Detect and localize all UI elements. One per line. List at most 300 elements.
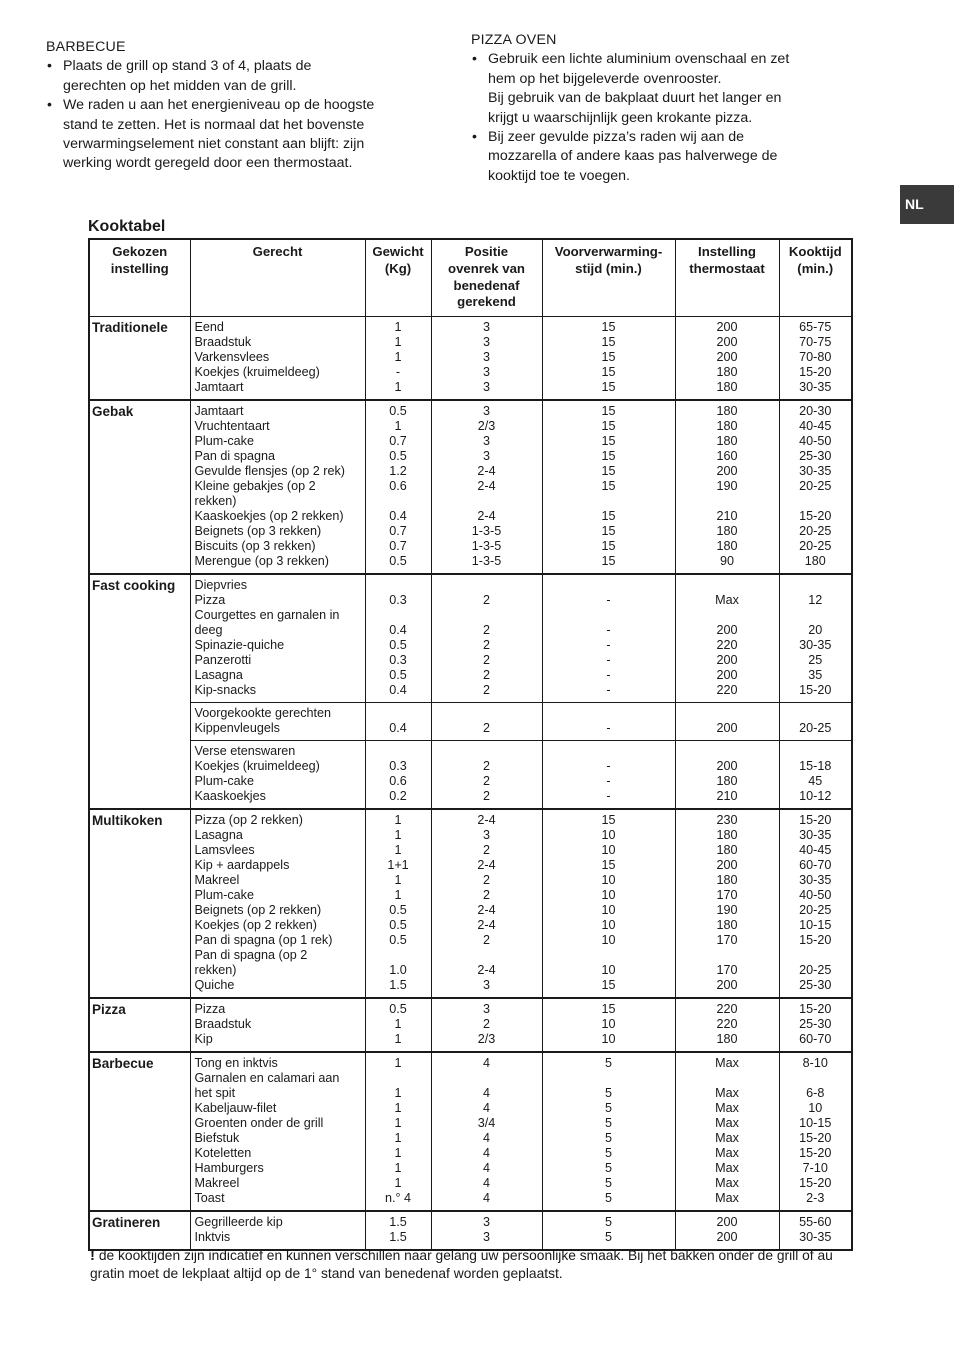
rack-position-value: 2: [482, 638, 490, 652]
dish-value: Lamsvlees: [194, 843, 255, 857]
preheat-time-value: 10: [601, 873, 616, 887]
preheat-time-value: [545, 1071, 673, 1086]
dish-value: Kip: [194, 1032, 213, 1046]
thermostat-value: [678, 744, 777, 759]
weight-cell: [365, 574, 431, 703]
warning-icon: !: [90, 1247, 95, 1264]
cooking-table: [88, 238, 853, 1251]
rack-position-value: 2: [482, 933, 490, 947]
weight-value: 1.2: [389, 464, 407, 478]
dish-value: Koekjes (kruimeldeeg): [194, 759, 320, 773]
table-row: [89, 741, 852, 810]
rack-position-value: 2: [482, 668, 490, 682]
dish-cell: [190, 574, 365, 703]
preheat-time-value: 5: [604, 1161, 612, 1175]
dish-value: Beignets (op 3 rekken): [194, 524, 322, 538]
rack-position-value: 2: [482, 759, 490, 773]
weight-value: 1+1: [387, 858, 409, 872]
weight-value: 1: [394, 1116, 402, 1130]
dish-value: Garnalen en calamari aan: [194, 1071, 340, 1085]
dish-value: Kip-snacks: [194, 683, 257, 697]
dish-value: Gevulde flensjes (op 2 rek): [194, 464, 345, 478]
preheat-time-cell: [542, 1052, 675, 1211]
thermostat-cell: [675, 741, 779, 810]
dish-value: Pan di spagna (op 1 rek): [194, 933, 333, 947]
table-row: [89, 998, 852, 1052]
thermostat-cell: [675, 998, 779, 1052]
rack-position-value: 3: [482, 828, 490, 842]
weight-value: 0.5: [389, 918, 407, 932]
rack-position-value: 1-3-5: [471, 539, 502, 553]
bullet-line: Bij gebruik van de bakplaat duurt het langer en: [488, 90, 782, 107]
dish-cell: [190, 1052, 365, 1211]
setting-category: Multikoken: [89, 809, 190, 998]
cooking-time-cell: [779, 574, 852, 703]
rack-position-cell: [431, 741, 542, 810]
preheat-time-value: 15: [601, 524, 616, 538]
rack-position-cell: [431, 1052, 542, 1211]
rack-position-value: 1-3-5: [471, 554, 502, 568]
preheat-time-value: 10: [601, 888, 616, 902]
rack-position-value: 2: [482, 774, 490, 788]
rack-position-value: 3: [482, 335, 490, 349]
cooking-time-value: 70-80: [799, 350, 832, 364]
rack-position-cell: [431, 998, 542, 1052]
dish-value: Toast: [194, 1191, 225, 1205]
rack-position-value: [434, 706, 540, 721]
rack-position-value: 2: [482, 873, 490, 887]
dish-value: Hamburgers: [194, 1161, 264, 1175]
cooking-time-value: 15-18: [799, 759, 832, 773]
preheat-time-cell: [542, 703, 675, 741]
column-header-line: (Kg): [384, 260, 412, 276]
thermostat-value: 220: [716, 638, 738, 652]
preheat-time-value: 15: [601, 320, 616, 334]
rack-position-value: 2: [482, 653, 490, 667]
weight-value: 1: [394, 843, 402, 857]
thermostat-value: 210: [716, 789, 738, 803]
weight-value: [368, 578, 429, 593]
dish-value: Lasagna: [194, 668, 243, 682]
barbecue-bullets: [46, 57, 426, 173]
preheat-time-value: [545, 608, 673, 623]
preheat-time-cell: [542, 400, 675, 574]
dish-value: rekken): [194, 963, 237, 977]
cooking-time-value: [782, 1071, 850, 1086]
preheat-time-value: 15: [601, 813, 616, 827]
weight-value: 1: [394, 1176, 402, 1190]
rack-position-value: 1-3-5: [471, 524, 502, 538]
cooking-time-value: 10-15: [799, 1116, 832, 1130]
weight-value: 1.5: [389, 978, 407, 992]
rack-position-cell: [431, 809, 542, 998]
preheat-time-value: 10: [601, 1032, 616, 1046]
rack-position-value: 2-4: [477, 479, 496, 493]
pizza-oven-section: [471, 31, 851, 186]
bullet-item: [471, 128, 851, 186]
preheat-time-value: 15: [601, 404, 616, 418]
weight-value: 0.3: [389, 653, 407, 667]
thermostat-cell: [675, 703, 779, 741]
preheat-time-value: 5: [604, 1056, 612, 1070]
weight-value: 0.3: [389, 593, 407, 607]
cooking-time-value: 20-25: [799, 539, 832, 553]
rack-position-value: 2-4: [477, 464, 496, 478]
column-header-line: Gerecht: [252, 244, 303, 259]
table-header-row: [89, 239, 852, 317]
weight-value: 1: [394, 1131, 402, 1145]
thermostat-value: 170: [716, 888, 738, 902]
dish-value: Plum-cake: [194, 888, 254, 902]
rack-position-value: [434, 578, 540, 593]
dish-value: Jamtaart: [194, 380, 244, 394]
dish-value: Courgettes en garnalen in: [194, 608, 340, 622]
cooking-time-value: 40-45: [799, 843, 832, 857]
preheat-time-value: [545, 744, 673, 759]
dish-value: Voorgekookte gerechten: [194, 706, 332, 720]
cooking-time-value: 65-75: [799, 320, 832, 334]
weight-value: [368, 1071, 429, 1086]
preheat-time-value: 5: [604, 1215, 612, 1229]
preheat-time-value: 15: [601, 419, 616, 433]
thermostat-value: Max: [715, 1176, 739, 1190]
preheat-time-value: [545, 578, 673, 593]
thermostat-value: 200: [716, 858, 738, 872]
weight-value: 0.4: [389, 509, 407, 523]
dish-cell: [190, 703, 365, 741]
rack-position-value: 2/3: [477, 1032, 496, 1046]
dish-value: deeg: [194, 623, 223, 637]
preheat-time-value: -: [606, 593, 611, 607]
thermostat-value: 220: [716, 683, 738, 697]
cooking-time-value: 30-35: [799, 828, 832, 842]
thermostat-value: [678, 608, 777, 623]
rack-position-cell: [431, 703, 542, 741]
cooking-time-value: [782, 706, 850, 721]
thermostat-value: 200: [716, 721, 738, 735]
rack-position-cell: [431, 1211, 542, 1250]
column-header-line: Kooktijd: [788, 244, 842, 259]
thermostat-value: Max: [715, 1161, 739, 1175]
rack-position-value: 2-4: [477, 858, 496, 872]
preheat-time-value: 15: [601, 350, 616, 364]
column-header-line: thermostaat: [689, 260, 765, 276]
cooking-time-value: 20-25: [799, 524, 832, 538]
dish-value: Vruchtentaart: [194, 419, 270, 433]
dish-value: Gegrilleerde kip: [194, 1215, 283, 1229]
dish-value: Koekjes (op 2 rekken): [194, 918, 318, 932]
preheat-time-value: 15: [601, 464, 616, 478]
dish-cell: [190, 998, 365, 1052]
barbecue-section: [46, 38, 426, 174]
thermostat-value: 170: [716, 933, 738, 947]
thermostat-cell: [675, 809, 779, 998]
thermostat-value: 200: [716, 1230, 738, 1244]
cooking-time-cell: [779, 1052, 852, 1211]
cooking-time-value: 15-20: [799, 813, 832, 827]
weight-cell: [365, 703, 431, 741]
cooking-time-value: 25-30: [799, 978, 832, 992]
dish-value: Pizza: [194, 593, 226, 607]
preheat-time-value: 5: [604, 1146, 612, 1160]
cooking-time-cell: [779, 317, 852, 401]
column-header-line: Instelling: [698, 244, 756, 259]
rack-position-value: 2: [482, 593, 490, 607]
dish-value: Groenten onder de grill: [194, 1116, 324, 1130]
cooking-time-value: 30-35: [799, 380, 832, 394]
thermostat-value: Max: [715, 1086, 739, 1100]
preheat-time-cell: [542, 809, 675, 998]
weight-value: 0.5: [389, 933, 407, 947]
thermostat-value: 90: [719, 554, 734, 568]
dish-value: Kabeljauw-filet: [194, 1101, 277, 1115]
preheat-time-value: 10: [601, 918, 616, 932]
bullet-line: gerechten op het midden van de grill.: [63, 77, 297, 94]
rack-position-value: 4: [482, 1086, 490, 1100]
preheat-time-value: 10: [601, 963, 616, 977]
weight-cell: [365, 741, 431, 810]
cooking-time-value: 15-20: [799, 683, 832, 697]
rack-position-value: 4: [482, 1161, 490, 1175]
weight-value: 0.5: [389, 903, 407, 917]
cooking-time-value: 25-30: [799, 449, 832, 463]
cooking-time-value: 30-35: [799, 464, 832, 478]
dish-value: Plum-cake: [194, 434, 254, 448]
cooking-time-value: 55-60: [799, 1215, 832, 1229]
rack-position-value: 3: [482, 320, 490, 334]
setting-category: Fast cooking: [89, 574, 190, 809]
thermostat-value: 200: [716, 759, 738, 773]
column-header-line: stijd (min.): [575, 260, 642, 276]
thermostat-value: Max: [715, 1131, 739, 1145]
rack-position-value: 3: [482, 1215, 490, 1229]
thermostat-value: 200: [716, 320, 738, 334]
preheat-time-value: 15: [601, 509, 616, 523]
setting-category: Gebak: [89, 400, 190, 574]
cooking-time-cell: [779, 400, 852, 574]
rack-position-value: 3: [482, 380, 490, 394]
thermostat-value: 190: [716, 903, 738, 917]
cooking-time-value: 20-25: [799, 721, 832, 735]
bullet-line: hem op het bijgeleverde ovenrooster.: [488, 70, 722, 87]
thermostat-value: [678, 578, 777, 593]
column-header: [365, 239, 431, 317]
bullet-line: • Gebruik een lichte aluminium ovenschaal en zet: [488, 51, 790, 68]
setting-category: Gratineren: [89, 1211, 190, 1250]
table-row: [89, 809, 852, 998]
weight-cell: [365, 998, 431, 1052]
cooking-time-value: [782, 948, 850, 963]
thermostat-value: 160: [716, 449, 738, 463]
cooking-time-value: 45: [808, 774, 823, 788]
rack-position-value: 4: [482, 1131, 490, 1145]
preheat-time-value: 15: [601, 539, 616, 553]
thermostat-value: Max: [715, 1056, 739, 1070]
column-header: [89, 239, 190, 317]
cooking-time-value: 8-10: [802, 1056, 828, 1070]
thermostat-value: 200: [716, 350, 738, 364]
rack-position-value: 4: [482, 1176, 490, 1190]
rack-position-value: 2/3: [477, 419, 496, 433]
dish-cell: [190, 317, 365, 401]
thermostat-value: 230: [716, 813, 738, 827]
cooking-time-value: 60-70: [799, 858, 832, 872]
preheat-time-value: -: [606, 789, 611, 803]
weight-value: 1: [394, 1161, 402, 1175]
rack-position-value: [434, 1071, 540, 1086]
preheat-time-value: -: [606, 638, 611, 652]
thermostat-value: [678, 706, 777, 721]
preheat-time-value: 5: [604, 1191, 612, 1205]
preheat-time-value: 15: [601, 380, 616, 394]
rack-position-value: 2: [482, 721, 490, 735]
thermostat-value: 200: [716, 978, 738, 992]
column-header-line: Gewicht: [372, 244, 424, 259]
preheat-time-cell: [542, 574, 675, 703]
cooking-time-value: 7-10: [802, 1161, 828, 1175]
preheat-time-value: -: [606, 721, 611, 735]
dish-cell: [190, 809, 365, 998]
thermostat-value: 180: [716, 524, 738, 538]
weight-value: [368, 608, 429, 623]
weight-value: 0.3: [389, 759, 407, 773]
dish-value: Eend: [194, 320, 224, 334]
rack-position-value: 2: [482, 623, 490, 637]
rack-position-value: 4: [482, 1101, 490, 1115]
preheat-time-cell: [542, 741, 675, 810]
preheat-time-value: -: [606, 759, 611, 773]
rack-position-value: 3: [482, 434, 490, 448]
weight-cell: [365, 1211, 431, 1250]
cooking-time-cell: [779, 809, 852, 998]
bullet-line: mozzarella of andere kaas pas halverwege de: [488, 148, 778, 165]
weight-value: 1: [394, 1086, 402, 1100]
weight-value: 1: [394, 419, 402, 433]
weight-value: 0.5: [389, 638, 407, 652]
table-row: [89, 317, 852, 401]
rack-position-value: 2-4: [477, 813, 496, 827]
weight-value: 1: [394, 1101, 402, 1115]
preheat-time-value: 15: [601, 365, 616, 379]
rack-position-cell: [431, 574, 542, 703]
dish-value: Braadstuk: [194, 335, 252, 349]
weight-cell: [365, 809, 431, 998]
thermostat-cell: [675, 574, 779, 703]
preheat-time-value: 15: [601, 554, 616, 568]
thermostat-value: 180: [716, 873, 738, 887]
thermostat-value: 200: [716, 623, 738, 637]
weight-cell: [365, 317, 431, 401]
preheat-time-value: [545, 948, 673, 963]
thermostat-value: 180: [716, 918, 738, 932]
weight-value: 0.7: [389, 539, 407, 553]
preheat-time-value: -: [606, 774, 611, 788]
dish-value: Merengue (op 3 rekken): [194, 554, 329, 568]
rack-position-value: 2: [482, 1017, 490, 1031]
dish-value: Pizza: [194, 1002, 226, 1016]
thermostat-value: Max: [715, 1116, 739, 1130]
preheat-time-value: 5: [604, 1230, 612, 1244]
dish-value: Kaaskoekjes (op 2 rekken): [194, 509, 344, 523]
cooking-time-value: 2-3: [806, 1191, 825, 1205]
thermostat-value: 180: [716, 434, 738, 448]
weight-value: [368, 494, 429, 509]
bullet-item: [46, 96, 426, 174]
dish-value: Quiche: [194, 978, 235, 992]
preheat-time-value: [545, 494, 673, 509]
cooking-time-value: 10: [808, 1101, 823, 1115]
cooking-time-value: 10-12: [799, 789, 832, 803]
cooking-time-value: 30-35: [799, 873, 832, 887]
dish-value: Tong en inktvis: [194, 1056, 278, 1070]
dish-value: Inktvis: [194, 1230, 231, 1244]
column-header-line: instelling: [110, 260, 169, 276]
cooking-time-value: 15-20: [799, 1146, 832, 1160]
rack-position-value: 2-4: [477, 509, 496, 523]
cooking-time-value: 40-45: [799, 419, 832, 433]
dish-value: Varkensvlees: [194, 350, 270, 364]
weight-value: 0.5: [389, 449, 407, 463]
thermostat-value: 180: [716, 380, 738, 394]
weight-cell: [365, 400, 431, 574]
weight-value: n.° 4: [384, 1191, 412, 1205]
table-row: [89, 703, 852, 741]
cooking-time-value: 20: [808, 623, 823, 637]
preheat-time-value: 10: [601, 903, 616, 917]
weight-value: 0.6: [389, 479, 407, 493]
thermostat-value: 200: [716, 668, 738, 682]
dish-cell: [190, 1211, 365, 1250]
thermostat-value: 180: [716, 828, 738, 842]
thermostat-value: [678, 1071, 777, 1086]
cooking-time-value: 10-15: [799, 918, 832, 932]
rack-position-value: 2-4: [477, 903, 496, 917]
rack-position-value: 3: [482, 1230, 490, 1244]
rack-position-value: 4: [482, 1191, 490, 1205]
column-header: [779, 239, 852, 317]
cooking-time-value: [782, 494, 850, 509]
cooking-time-value: 15-20: [799, 1002, 832, 1016]
column-header: [431, 239, 542, 317]
rack-position-value: 3/4: [477, 1116, 496, 1130]
cooking-time-value: 30-35: [799, 638, 832, 652]
thermostat-value: Max: [715, 1146, 739, 1160]
thermostat-cell: [675, 317, 779, 401]
dish-value: het spit: [194, 1086, 236, 1100]
weight-value: 1.5: [389, 1215, 407, 1229]
column-header-line: Gekozen: [112, 244, 168, 259]
thermostat-cell: [675, 1211, 779, 1250]
dish-value: Koekjes (kruimeldeeg): [194, 365, 320, 379]
thermostat-value: 220: [716, 1002, 738, 1016]
weight-value: 0.4: [389, 623, 407, 637]
weight-value: 0.6: [389, 774, 407, 788]
dish-value: Pan di spagna (op 2: [194, 948, 308, 962]
thermostat-value: Max: [715, 593, 739, 607]
dish-value: Pan di spagna: [194, 449, 276, 463]
language-tab-nl: NL: [900, 185, 954, 224]
cooking-time-cell: [779, 741, 852, 810]
cooking-time-value: 20-25: [799, 903, 832, 917]
dish-value: Makreel: [194, 1176, 240, 1190]
column-header-line: benedenaf: [453, 277, 520, 293]
weight-value: 1: [394, 828, 402, 842]
cooking-time-value: [782, 744, 850, 759]
preheat-time-cell: [542, 1211, 675, 1250]
setting-category: Barbecue: [89, 1052, 190, 1211]
pizza-oven-bullets: [471, 50, 851, 186]
cooking-time-value: 20-25: [799, 479, 832, 493]
